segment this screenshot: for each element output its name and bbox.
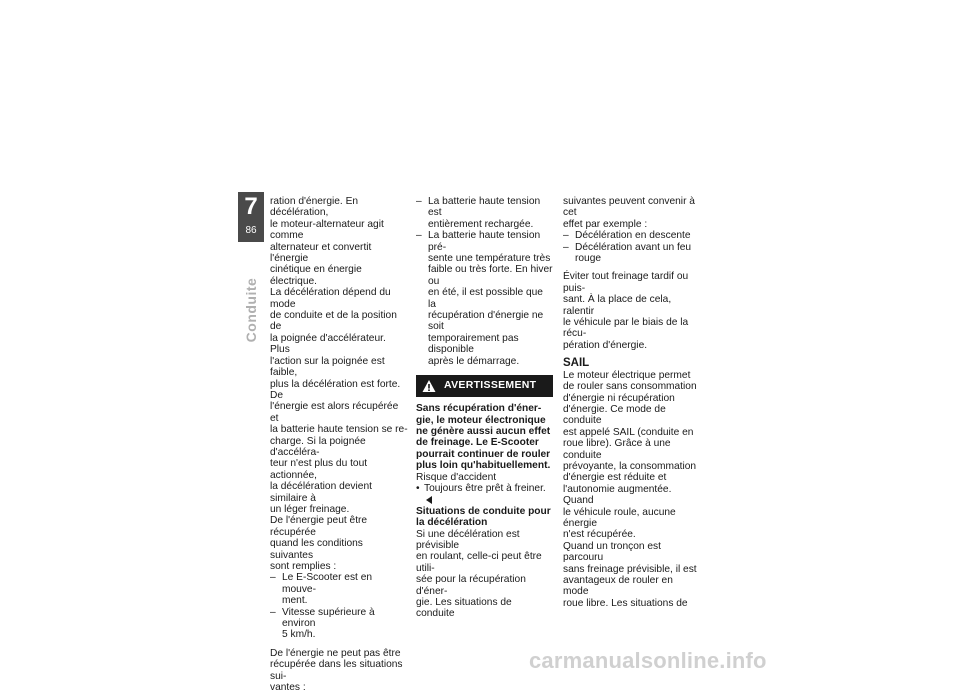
list-item: – Vitesse supérieure à environ 5 km/h. (270, 607, 408, 641)
paragraph: Le moteur électrique permet de rouler sans consommation d'énergie ni récupération d'énergie. Ce mode de conduite est appelé SAIL (conduite en roue libre). Grâce à une conduite prévoyante, la consommation d'énergie est réduite et l'autonomie augmentée. Quand le véhicule roule, aucune énergie n'est récupérée. (563, 369, 697, 541)
paragraph: Éviter tout freinage tardif ou puis- sant. À la place de cela, ralentir le véhicule par le biais de la récu- pération d'énergie. (563, 271, 689, 351)
text-column-2 (416, 196, 553, 620)
end-of-section-icon (426, 496, 432, 504)
paragraph: suivantes peuvent convenir à cet effet par exemple : (563, 196, 695, 230)
warning-text: Sans récupération d'éner- gie, le moteur électronique ne génère aussi aucun effet de freinage. Le E-Scooter pourrait continuer de rouler plus loin qu'habituellement. (416, 403, 551, 472)
list-item: – Décélération en descente (563, 230, 700, 241)
risk-text: Risque d'accident (416, 471, 497, 483)
list-item: – La batterie haute tension pré- sente une température très faible ou très forte. En hiver ou en été, il est possible que la récupération d'énergie ne soit temporairement pas disponible après le démarrage. (416, 230, 553, 367)
paragraph: La décélération dépend du mode de conduite et de la position de la poignée d'accélérateur. Plus l'action sur la poignée est faible, plus la décélération est forte. De l'énergie est alors récupérée et la batterie haute tension se re- charge. Si la poignée d'accéléra- teur n'est plus du tout actionnée, la décélération devient similaire à un léger freinage. (270, 287, 408, 515)
section-heading: Situations de conduite pour la décélération (416, 505, 551, 529)
list-item: – Décélération avant un feu rouge (563, 242, 700, 265)
warning-triangle-icon (422, 379, 436, 393)
bullet-item: • Toujours être prêt à freiner. (416, 483, 553, 506)
text-column-3 (563, 196, 700, 609)
paragraph: ration d'énergie. En décélération, le moteur-alternateur agit comme alternateur et convertit l'énergie cinétique en énergie électrique. (270, 196, 384, 287)
chapter-number: 7 (244, 193, 258, 220)
section-label: Conduite (243, 277, 259, 343)
warning-banner (416, 375, 553, 397)
watermark: carmanualsonline.info (529, 648, 767, 673)
text-column-1 (270, 196, 408, 693)
list-item: – La batterie haute tension est entièrement rechargée. (416, 196, 553, 230)
paragraph: Si une décélération est prévisible en roulant, celle-ci peut être utili- sée pour la récupération d'éner- gie. Les situations de conduite (416, 528, 542, 620)
paragraph: Quand un tronçon est parcouru sans freinage prévisible, il est avantageux de rouler en mode roue libre. Les situations de (563, 540, 697, 609)
paragraph: De l'énergie peut être récupérée quand les conditions suivantes sont remplies : (270, 515, 368, 572)
warning-label: AVERTISSEMENT (444, 379, 537, 392)
paragraph: De l'énergie ne peut pas être récupérée dans les situations sui- vantes : (270, 647, 403, 693)
section-heading: SAIL (563, 357, 590, 370)
page-number: 86 (245, 225, 257, 236)
list-item: – Le E-Scooter est en mouve- ment. (270, 572, 408, 606)
